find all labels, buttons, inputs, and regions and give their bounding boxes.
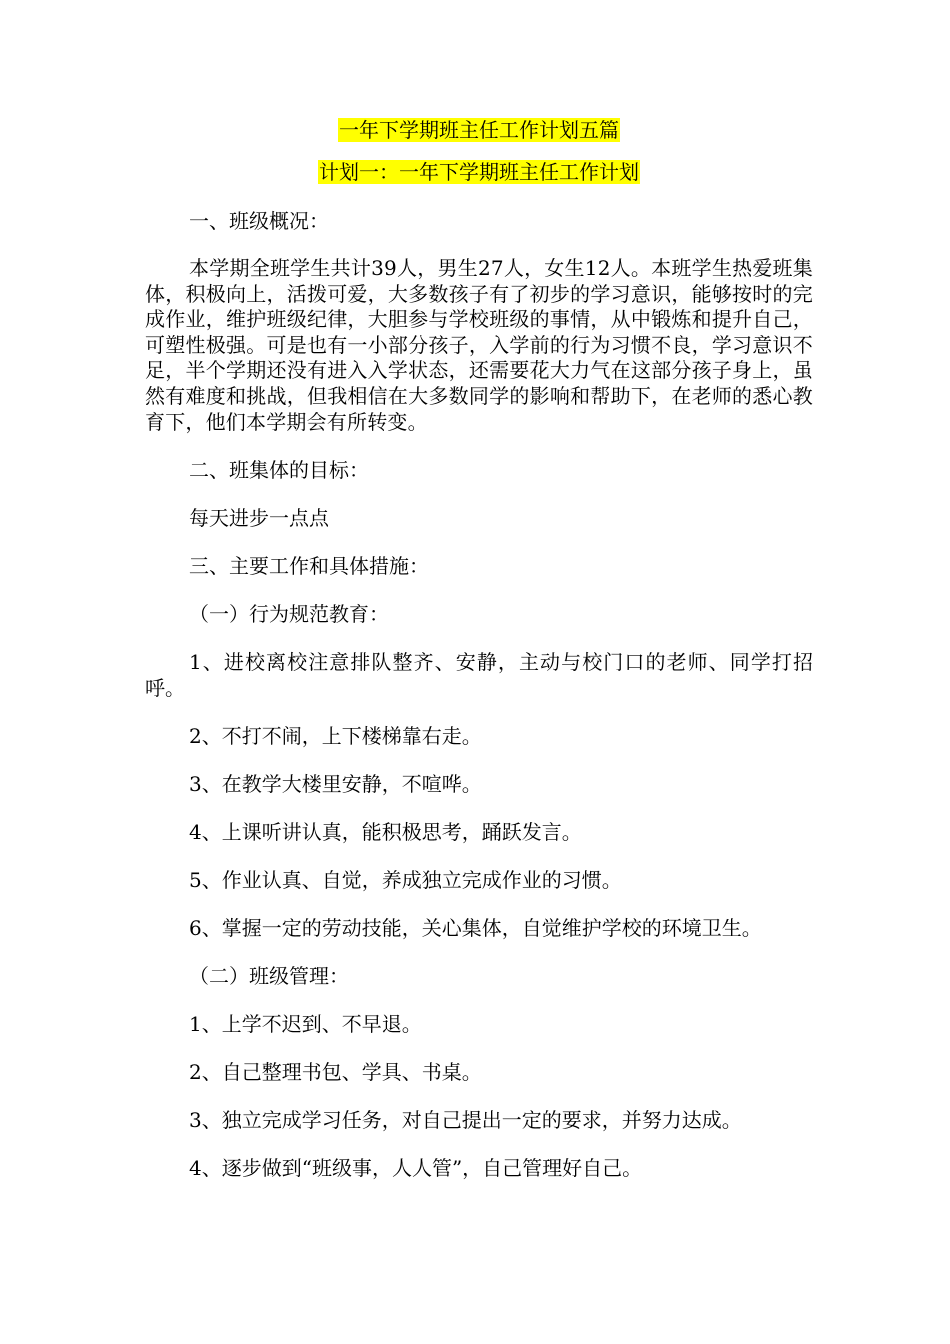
management-item-2: 2、自己整理书包、学具、书桌。 [189,1060,482,1085]
management-item-3: 3、独立完成学习任务，对自己提出一定的要求，并努力达成。 [189,1108,742,1133]
class-overview-paragraph: 本学期全班学生共计39人，男生27人，女生12人。本班学生热爱班集体，积极向上，活拨可爱，大多数孩子有了初步的学习意识，能够按时的完成作业，维护班级纪律，大胆参与学校班级的事情，从中锻炼和提升自己，可塑性极强。可是也有一小部分孩子，入学前的行为习惯不良，学习意识不足，半个学期还没有进入入学状态，还需要花大力气在这部分孩子身上，虽然有难度和挑战，但我相信在大多数同学的影响和帮助下，在老师的悉心教育下，他们本学期会有所转变。 [145,256,813,434]
behavior-item-4: 4、上课听讲认真，能积极思考，踊跃发言。 [189,820,582,845]
behavior-item-5: 5、作业认真、自觉，养成独立完成作业的习惯。 [189,868,622,893]
document-page [145,116,813,1203]
behavior-item-1: 1、进校离校注意排队整齐、安静，主动与校门口的老师、同学打招呼。 [145,650,813,701]
management-item-4: 4、逐步做到“班级事，人人管”，自己管理好自己。 [189,1156,643,1181]
sub-title-text: 计划一：一年下学期班主任工作计划 [319,160,639,184]
heading-main-work: 三、主要工作和具体措施： [189,554,429,579]
main-title [145,116,813,144]
behavior-item-2: 2、不打不闹，上下楼梯靠右走。 [189,724,482,749]
sub-title [145,158,813,186]
heading-class-management: （二）班级管理： [189,964,349,989]
heading-class-goal: 二、班集体的目标： [189,458,369,483]
class-goal-text: 每天进步一点点 [189,506,329,531]
behavior-item-6: 6、掌握一定的劳动技能，关心集体，自觉维护学校的环境卫生。 [189,916,762,941]
behavior-item-3: 3、在教学大楼里安静，不喧哗。 [189,772,482,797]
main-title-text: 一年下学期班主任工作计划五篇 [339,118,619,142]
heading-class-overview: 一、班级概况： [189,209,329,233]
management-item-1: 1、上学不迟到、不早退。 [189,1012,422,1037]
heading-behavior-education: （一）行为规范教育： [189,602,389,627]
